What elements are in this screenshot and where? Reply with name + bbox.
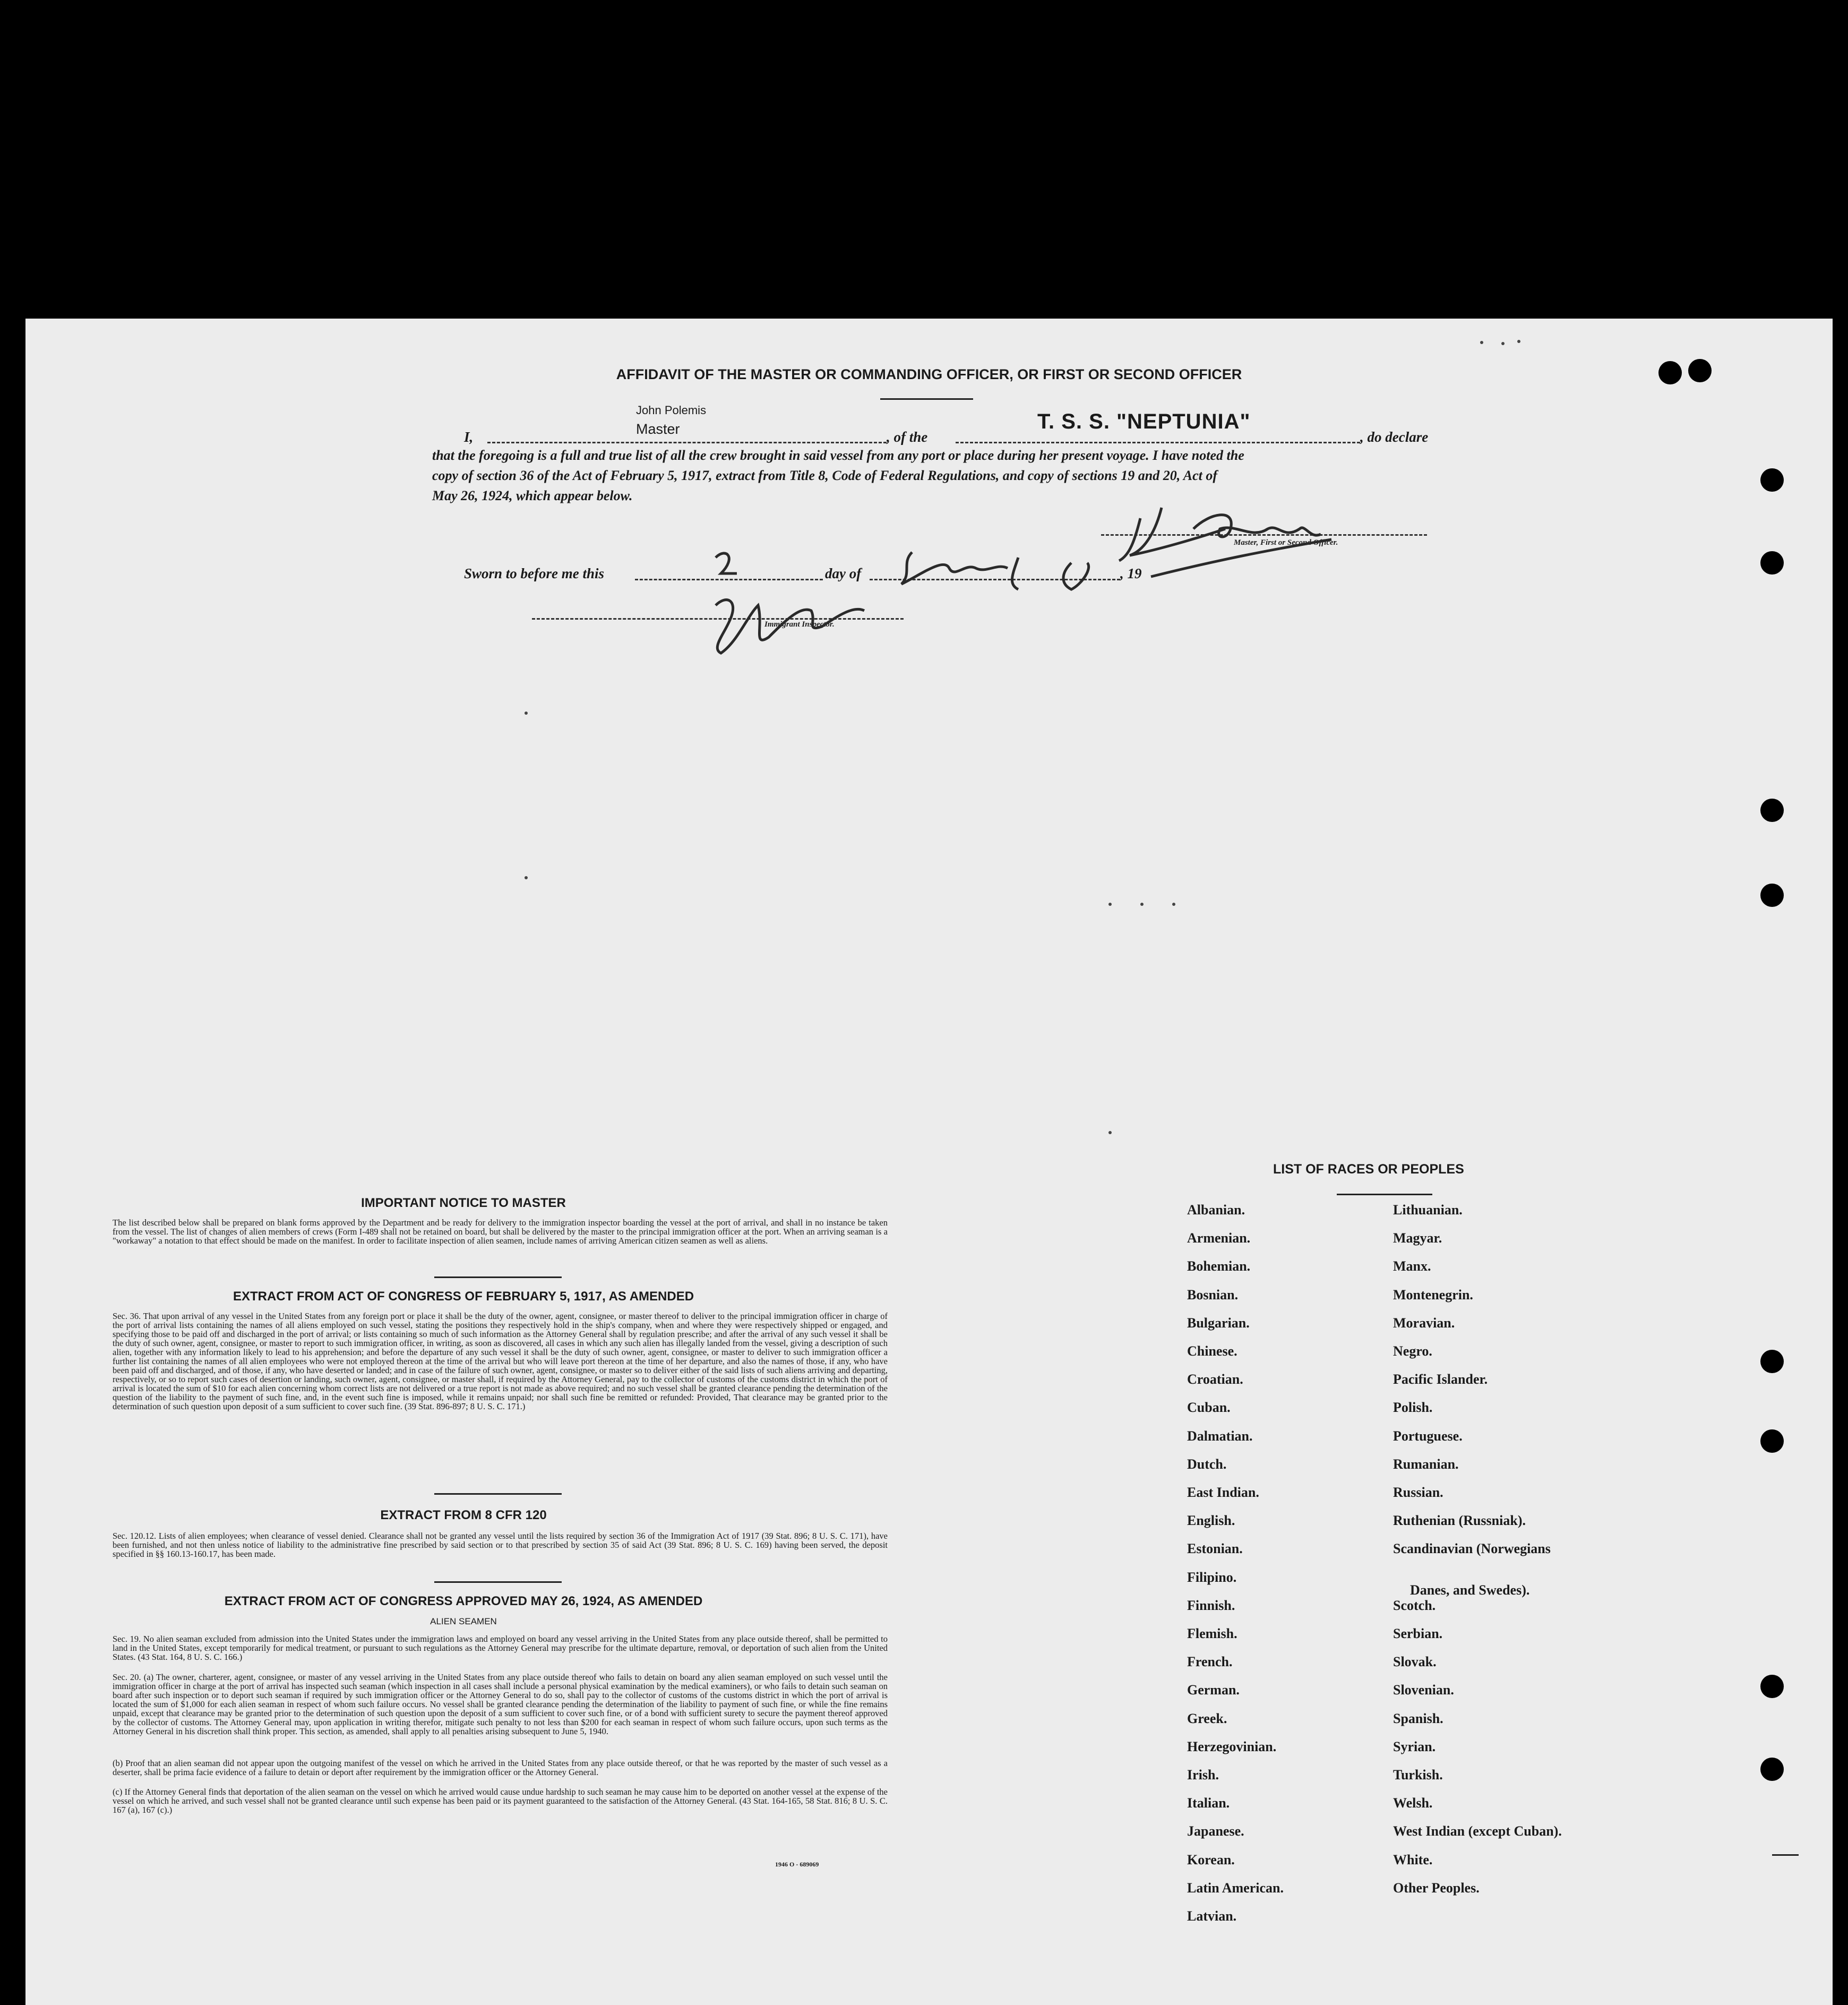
notice-body: The list described below shall be prepared on blank forms approved by the Department and be ready for delivery to the immigration inspector boarding the vessel at the port of arrival, and shall in no instance be taken from the vessel. The list of changes of alien members of crews (Form I-489 shall not be retained on board, but shall be delivered by the master to the principal immigration officer at the port. When an arriving seaman is a "workaway" a notation to that effect should be made on the manifest. In order to facilitate inspection of alien seamen, include names of arriving American citizen seamen as well as aliens. xyxy=(113,1218,888,1246)
race-item: Scandinavian (Norwegians xyxy=(1393,1541,1551,1557)
stray-mark xyxy=(1501,342,1505,345)
race-item: Slovak. xyxy=(1393,1654,1437,1670)
stray-mark xyxy=(1140,903,1144,906)
race-item: Armenian. xyxy=(1187,1230,1251,1246)
of-the-label: , of the xyxy=(887,429,928,445)
punch-hole xyxy=(1760,799,1784,822)
name-line xyxy=(487,442,887,443)
vessel-name: T. S. S. "NEPTUNIA" xyxy=(1037,410,1251,433)
affidavit-heading: AFFIDAVIT OF THE MASTER OR COMMANDING OFFICER, OR FIRST OR SECOND OFFICER xyxy=(616,366,1242,382)
race-item: German. xyxy=(1187,1682,1240,1698)
race-item: Lithuanian. xyxy=(1393,1202,1463,1218)
race-item: Turkish. xyxy=(1393,1767,1443,1783)
race-item: Portuguese. xyxy=(1393,1428,1463,1444)
race-item: Montenegrin. xyxy=(1393,1287,1473,1303)
stray-mark xyxy=(1108,1131,1112,1134)
race-item: Scotch. xyxy=(1393,1597,1436,1613)
stray-mark xyxy=(525,876,528,879)
race-item: Herzegovinian. xyxy=(1187,1738,1277,1754)
heading-rule xyxy=(880,398,973,400)
race-item: Chinese. xyxy=(1187,1343,1237,1359)
notice-heading: IMPORTANT NOTICE TO MASTER xyxy=(361,1196,566,1210)
race-item: Danes, and Swedes). xyxy=(1410,1582,1530,1598)
race-item: Pacific Islander. xyxy=(1393,1372,1488,1387)
race-item: Bulgarian. xyxy=(1187,1315,1250,1331)
section-20b-text: (b) Proof that an alien seaman did not appear upon the outgoing manifest of the vessel on which he arrived in the United States from any place outside thereof, or that he was reported by the master of such vessel as a deserter, shall be prima facie evidence of a failure to detain or deport after requirement by the immigration officer or the Attorney General. xyxy=(113,1758,888,1777)
extract-1924-heading: EXTRACT FROM ACT OF CONGRESS APPROVED MAY 26, 1924, AS AMENDED xyxy=(224,1594,703,1608)
declaration-line-3: May 26, 1924, which appear below. xyxy=(432,488,633,503)
section-rule xyxy=(434,1276,562,1278)
year-label: , 19 xyxy=(1120,565,1142,581)
race-item: East Indian. xyxy=(1187,1485,1259,1500)
declaration-line-1: that the foregoing is a full and true list of all the crew brought in said vessel from any port or place during her present voyage. I have noted the xyxy=(432,448,1244,463)
signer-caption: Master, First or Second Officer. xyxy=(1234,538,1338,547)
race-item: Bohemian. xyxy=(1187,1258,1251,1274)
races-rule xyxy=(1337,1194,1432,1195)
section-rule xyxy=(434,1493,562,1495)
inspector-signature xyxy=(705,584,896,664)
day-of-label: day of xyxy=(825,565,862,581)
race-item: Irish. xyxy=(1187,1767,1219,1783)
race-item: Ruthenian (Russniak). xyxy=(1393,1513,1526,1529)
section-20-text: Sec. 20. (a) The owner, charterer, agent, consignee, or master of any vessel arriving in the United States from any place outside thereof who fails to detain on board any alien seaman employed on such vessel until the immigration officer in charge at the port of arrival has inspected such seaman (which inspection in all cases shall include a personal physical examination by the medical examiners), or who fails to detain such seaman on board after such inspection or to deport such seaman if required by such immigration officer or the Attorney General to do so, shall pay to the collector of customs of the customs district in which the port of arrival is located the sum of $1,000 for each alien seaman in respect of whom such failure occurs. No vessel shall be granted clearance pending the determination of the liability to payment of such fine, or while the fine remains unpaid, except that clearance may be granted prior to the determination of such question upon the deposit of a sum sufficient to cover such fine, or of a bond with sufficient surety to secure the payment thereof approved by the collector of customs. The Attorney General may, upon application in writing therefor, mitigate such penalty to not less than $200 for each seaman in respect of whom such failure occurs, upon such terms as the Attorney General in his discretion shall think proper. This section, as amended, shall apply to all penalties arising subsequent to June 5, 1940. xyxy=(113,1672,888,1736)
race-item: Greek. xyxy=(1187,1710,1227,1726)
race-item: Slovenian. xyxy=(1393,1682,1454,1698)
master-rank: Master xyxy=(636,421,680,437)
race-item: Cuban. xyxy=(1187,1400,1231,1416)
race-item: Russian. xyxy=(1393,1485,1443,1500)
master-name: John Polemis xyxy=(636,404,707,417)
race-item: Dutch. xyxy=(1187,1456,1227,1472)
punch-hole xyxy=(1760,551,1784,575)
race-item: Albanian. xyxy=(1187,1202,1245,1218)
form-page xyxy=(25,319,1833,2005)
stray-mark xyxy=(1172,903,1175,906)
race-item: Finnish. xyxy=(1187,1597,1235,1613)
extract-1917-heading: EXTRACT FROM ACT OF CONGRESS OF FEBRUARY 5, 1917, AS AMENDED xyxy=(233,1289,694,1304)
extract-cfr-body: Sec. 120.12. Lists of alien employees; when clearance of vessel denied. Clearance shall not be granted any vessel until the lists required by section 36 of the Immigration Act of 1917 (39 Stat. 896; 8 U. S. C. 171), have been furnished, and not then unless notice of liability to the administrative fine prescribed by said section or to that prescribed by section 35 of said Act (39 Stat. 896; 8 U. S. C. 169) having been served, the deposit specified in §§ 160.13-160.17, has been made. xyxy=(113,1531,888,1559)
race-item: French. xyxy=(1187,1654,1233,1670)
race-item: Estonian. xyxy=(1187,1541,1243,1557)
punch-hole xyxy=(1760,1758,1784,1781)
vessel-line xyxy=(956,442,1360,443)
race-item: Negro. xyxy=(1393,1343,1432,1359)
stray-mark xyxy=(1480,341,1483,344)
race-item: Welsh. xyxy=(1393,1795,1433,1811)
race-item: Bosnian. xyxy=(1187,1287,1239,1303)
race-item: Syrian. xyxy=(1393,1738,1436,1754)
declaration-line-2: copy of section 36 of the Act of February 5, 1917, extract from Title 8, Code of Federal Regulations, and copy of sections 19 and 20, Act of xyxy=(432,468,1217,483)
race-item: West Indian (except Cuban). xyxy=(1393,1823,1562,1839)
punch-hole xyxy=(1760,1675,1784,1698)
race-item: Italian. xyxy=(1187,1795,1230,1811)
race-item: Moravian. xyxy=(1393,1315,1455,1331)
affidavit-prefix: I, xyxy=(464,429,474,445)
race-item: Rumanian. xyxy=(1393,1456,1459,1472)
print-code: 1946 O - 689069 xyxy=(775,1861,819,1868)
race-item: Magyar. xyxy=(1393,1230,1442,1246)
race-item: Spanish. xyxy=(1393,1710,1443,1726)
punch-hole xyxy=(1760,884,1784,907)
punch-hole xyxy=(1760,1350,1784,1373)
do-declare-label: , do declare xyxy=(1360,429,1429,445)
race-item: Serbian. xyxy=(1393,1626,1443,1641)
extract-1917-body: Sec. 36. That upon arrival of any vessel in the United States from any foreign port or place it shall be the duty of the owner, agent, consignee, or master thereof to deliver to the principal immigration officer in charge of the port of arrival lists containing the names of all aliens employed on such vessel, stating the positions they respectively hold in the ship's company, when and where they were respectively shipped or engaged, and specifying those to be paid off and discharged in the port of arrival; or lists containing so much of such information as the Attorney General shall by regulation prescribe; and after the arrival of any such vessel it shall be the duty of such owner, agent, consignee, or master to report to such immigration officer, in writing, as soon as discovered, all cases in which any such alien has illegally landed from the vessel, giving a description of such alien, together with any information likely to lead to his apprehension; and before the departure of any such vessel it shall be the duty of such owner, agent, consignee, or master to deliver to such immigration officer a further list containing the names of all alien employees who were not employed thereon at the time of the arrival but who will leave port thereon at the time of her departure, and also the names of those, if any, who have been paid off and discharged, and of those, if any, who have deserted or landed; and in case of the failure of such owner, agent, consignee, or master so to deliver either of the said lists of such aliens arriving and departing, respectively, or so to report such cases of desertion or landing, such owner, agent, consignee, or master shall, if required by the Attorney General, pay to the collector of customs of the customs district in which the port of arrival is located the sum of $10 for each alien concerning whom correct lists are not delivered or a true report is not made as above required; and no such vessel shall be granted clearance pending the determination of the question of the liability to the payment of such fine, and, in the event such fine is imposed, while it remains unpaid; nor shall such fine be remitted or refunded: Provided, That clearance may be granted prior to the determination of such question upon deposit of a sum sufficient to cover such fine. (39 Stat. 896-897; 8 U. S. C. 171.) xyxy=(113,1311,888,1411)
punch-hole xyxy=(1760,468,1784,492)
race-item: Latvian. xyxy=(1187,1908,1237,1924)
race-item: White. xyxy=(1393,1852,1433,1867)
punch-hole xyxy=(1760,1429,1784,1453)
race-item: Latin American. xyxy=(1187,1880,1284,1896)
race-item: Flemish. xyxy=(1187,1626,1237,1641)
race-item: Korean. xyxy=(1187,1852,1235,1867)
section-rule xyxy=(434,1581,562,1583)
extract-cfr-heading: EXTRACT FROM 8 CFR 120 xyxy=(380,1508,547,1522)
extract-1924-subheading: ALIEN SEAMEN xyxy=(430,1616,497,1626)
corner-mark xyxy=(1772,1854,1799,1856)
race-item: Dalmatian. xyxy=(1187,1428,1253,1444)
stray-mark xyxy=(525,712,528,715)
section-19-text: Sec. 19. No alien seaman excluded from admission into the United States under the immigration laws and employed on board any vessel arriving in the United States from any place outside thereof, shall be permitted to land in the United States, except temporarily for medical treatment, or pursuant to such regulations as the Attorney General may prescribe for the ultimate departure, removal, or deportation of such alien from the United States. (43 Stat. 164, 8 U. S. C. 166.) xyxy=(113,1634,888,1662)
stray-mark xyxy=(1517,340,1520,343)
races-heading: LIST OF RACES OR PEOPLES xyxy=(1273,1162,1464,1177)
race-item: Japanese. xyxy=(1187,1823,1244,1839)
race-item: Manx. xyxy=(1393,1258,1431,1274)
race-item: Other Peoples. xyxy=(1393,1880,1480,1896)
race-item: Filipino. xyxy=(1187,1569,1237,1585)
stray-mark xyxy=(1108,903,1112,906)
race-item: Croatian. xyxy=(1187,1372,1243,1387)
inspector-caption: Immigrant Inspector. xyxy=(764,620,835,629)
race-item: Polish. xyxy=(1393,1400,1433,1416)
section-20c-text: (c) If the Attorney General finds that deportation of the alien seaman on the vessel on which he arrived would cause undue hardship to such seaman he may cause him to be deported on another vessel at the expense of the vessel on which he arrived, and such vessel shall not be granted clearance until such expense has been paid or its payment guaranteed to the satisfaction of the Attorney General. (43 Stat. 164-165, 58 Stat. 816; 8 U. S. C. 167 (a), 167 (c).) xyxy=(113,1787,888,1815)
sworn-label: Sworn to before me this xyxy=(464,565,605,581)
race-item: English. xyxy=(1187,1513,1235,1529)
